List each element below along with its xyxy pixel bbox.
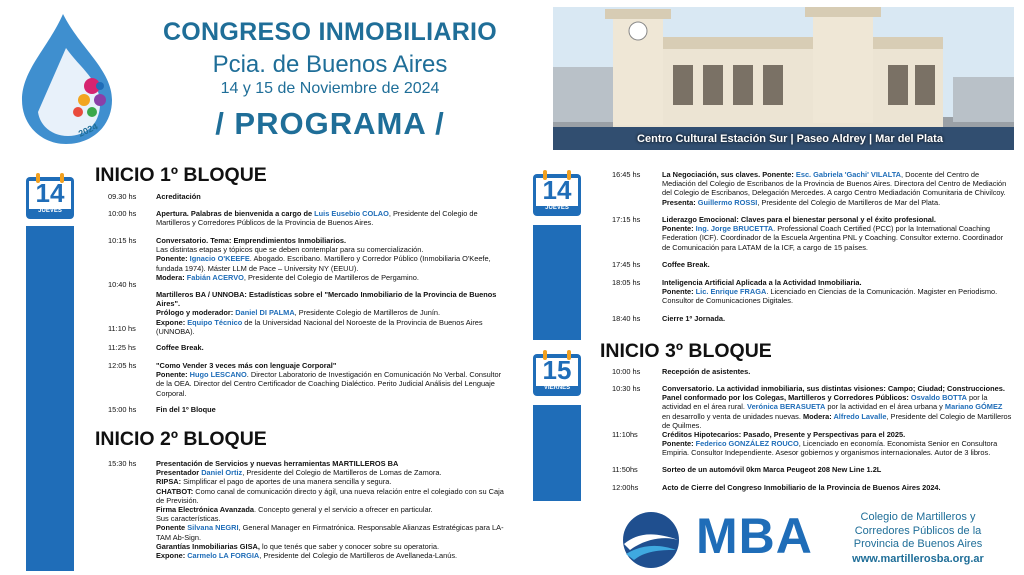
calendar-weekday-15: VIERNES: [543, 385, 571, 391]
congress-subtitle: Pcia. de Buenos Aires: [212, 51, 448, 78]
programa-heading: / PROGRAMA /: [215, 106, 445, 141]
website-link[interactable]: www.martillerosba.org.ar: [852, 553, 984, 565]
mba-logo-text: MBA: [696, 508, 813, 564]
mba-logo-icon: [616, 510, 686, 570]
calendar-weekday-14: JUEVES: [38, 208, 62, 214]
agenda-item: 10:15 hs Conversatorio. Tema: Emprendimientos Inmobiliarios. Las distintas etapas y tópicos que se deben contemplar para su comercialización. Ponente: Ignacio O'KEEFE. Abogado. Escribano. Martillero y Corredor Público (Inmobiliaria O'Keefe, fundada 1974). Máster LLM de Pace – University NY (EEUU). Modera: Fabián ACERVO, Presidente del Colegio de Martilleros de Pergamino.: [108, 236, 491, 282]
agenda-item: 10:40 hs 11:10 hs Martilleros BA / UNNOBA: Estadísticas sobre el "Mercado Inmobiliario de la Provincia de Buenos Aires". Prólogo y moderador: Daniel DI PALMA, Presidente Colegio de Martilleros de Junín. Expone: Equipo Técnico de la Universidad Nacional del Noroeste de la Provincia de Buenos Aires (UNNOBA).: [108, 280, 497, 336]
agenda-item: 16:45 hs La Negociación, sus claves. Ponente: Esc. Gabriela 'Gachi' VILALTA, Docente del Centro de Mediación del Colegio de Escribanos de la Provincia de Buenos Aires. Directora del Centro de Mediación del Colegio de Escribanos, Delegación Mercedes. A cargo Centro Mediadación Comunitaria de Chivilcoy. Presenta: Guillermo ROSSI, Presidente del Colegio de Martilleros de Mar del Plata.: [612, 170, 1007, 207]
agenda-item: 15:00 hs Fin del 1º Bloque: [108, 405, 216, 414]
agenda-item: 18:05 hs Inteligencia Artificial Aplicada a la Actividad Inmobiliaria. Ponente: Lic. Enrique FRAGA. Licenciado en Ciencias de la Comunicación. Magister en Periodismo. Consultor de Comunicaciones Digitales.: [612, 278, 998, 306]
agenda-item: 10:00 hs Apertura. Palabras de bienvenida a cargo de Luis Eusebio COLAO, Presidente del Colegio de Martilleros y Corredores Públicos de la Provincia de Buenos Aires.: [108, 209, 478, 228]
agenda-item: 10:00 hs Recepción de asistentes.: [612, 367, 751, 376]
agenda-item: 11:25 hs Coffee Break.: [108, 343, 204, 352]
calendar-weekday-14b: JUEVES: [545, 205, 569, 211]
agenda-item: 11:50hs Sorteo de un automóvil 0km Marca Peugeot 208 New Line 1.2L: [612, 465, 882, 474]
day-14-bar-right: [533, 225, 581, 340]
agenda-item: 17:15 hs Liderazgo Emocional: Claves para el bienestar personal y el éxito profesional. Ponente: Ing. Jorge BRUCETTA. Professional Coach Certified (PCC) por la International Coaching Federation (ICF). Coordinador de la Escuela Argentina PNL y Coaching. Consultor externo. Coordinador de Comunicación para LATAM de la ICF, a cargo de 15 países.: [612, 215, 1004, 252]
block-2-heading: INICIO 2º BLOQUE: [95, 428, 267, 450]
day-15-bar: [533, 405, 581, 501]
org-name: Colegio de Martilleros y Corredores Públicos de la Provincia de Buenos Aires: [853, 511, 983, 550]
block-3-heading: INICIO 3º BLOQUE: [600, 340, 772, 362]
congress-logo: [8, 8, 128, 148]
day-14-bar: [26, 226, 74, 571]
logo-year: 2024: [76, 121, 100, 139]
agenda-item: 12:05 hs "Como Vender 3 veces más con lenguaje Corporal" Ponente: Hugo LESCANO. Director Laboratorio de Investigación en Comunicación No Verbal. Consultor de la OEA. Director del Centro Certificador de Coaching Dialéctico. Perito Judicial Análisis del Lenguaje Corporal.: [108, 361, 502, 398]
block-1-heading: INICIO 1º BLOQUE: [95, 164, 267, 186]
agenda-item: 12:00hs Acto de Cierre del Congreso Inmobiliario de la Provincia de Buenos Aires 2024.: [612, 483, 941, 492]
venue-caption: Centro Cultural Estación Sur | Paseo Aldrey | Mar del Plata: [637, 133, 943, 145]
agenda-item: 15:30 hs Presentación de Servicios y nuevas herramientas MARTILLEROS BA Presentador Daniel Ortiz, Presidente del Colegio de Martilleros de Lomas de Zamora. RIPSA: Simplificar el pago de aportes de una manera sencilla y segura. CHATBOT: Como canal de comunicación directo y ágil, una nueva relación entre el colegiado con su Caja de Previsión. Firma Electrónica Avanzada. Concepto general y el servicio a ofrecer en particular. Sus características. Ponente Silvana NEGRI, General Manager en Firmatrónica. Responsable Alianzas Estratégicas para LA-TAM Ab-Sign. Garantías Inmobiliarias GISA, lo que tenés que saber y conocer sobre su operatoria. Expone: Carmelo LA FORGIA, Presidente del Colegio de Martilleros de Avellaneda-Lanús.: [108, 459, 504, 561]
agenda-item: 17:45 hs Coffee Break.: [612, 260, 710, 269]
agenda-item: 09.30 hs Acreditación: [108, 192, 201, 201]
calendar-day-15: 15: [542, 355, 572, 385]
agenda-item: 10:30 hs Conversatorio. La actividad inmobiliaria, sus distintas visiones: Campo; Ciudad; Construcciones. Panel conformado por los Colegas, Martilleros y Corredores Públicos: Osvaldo BOTTA por la actividad en el área rural. Verónica BERASUETA por la actividad en el área urbana y Mariano GÓMEZ en desarrollo y venta de unidades nuevas. Modera: Alfredo Lavalle, Presidente del Colegio de Martilleros de Quilmes.: [612, 384, 1012, 430]
congress-title: CONGRESO INMOBILIARIO: [162, 18, 498, 46]
agenda-item: 11:10hs Créditos Hipotecarios: Pasado, Presente y Perspectivas para el 2025. Ponente: Federico GONZÁLEZ ROUCO, Licenciado en economía. Economista Senior en Consultora Empiria. Consultor Independiente. Asesor gobiernos y organismos internacionales. Autor de 3 libros.: [612, 430, 998, 458]
calendar-day-14: 14: [35, 178, 65, 208]
agenda-item: 18:40 hs Cierre 1º Jornada.: [612, 314, 726, 323]
venue-photo: [553, 7, 1014, 150]
congress-dates: 14 y 15 de Noviembre de 2024: [220, 80, 440, 97]
calendar-day-14b: 14: [542, 175, 572, 205]
